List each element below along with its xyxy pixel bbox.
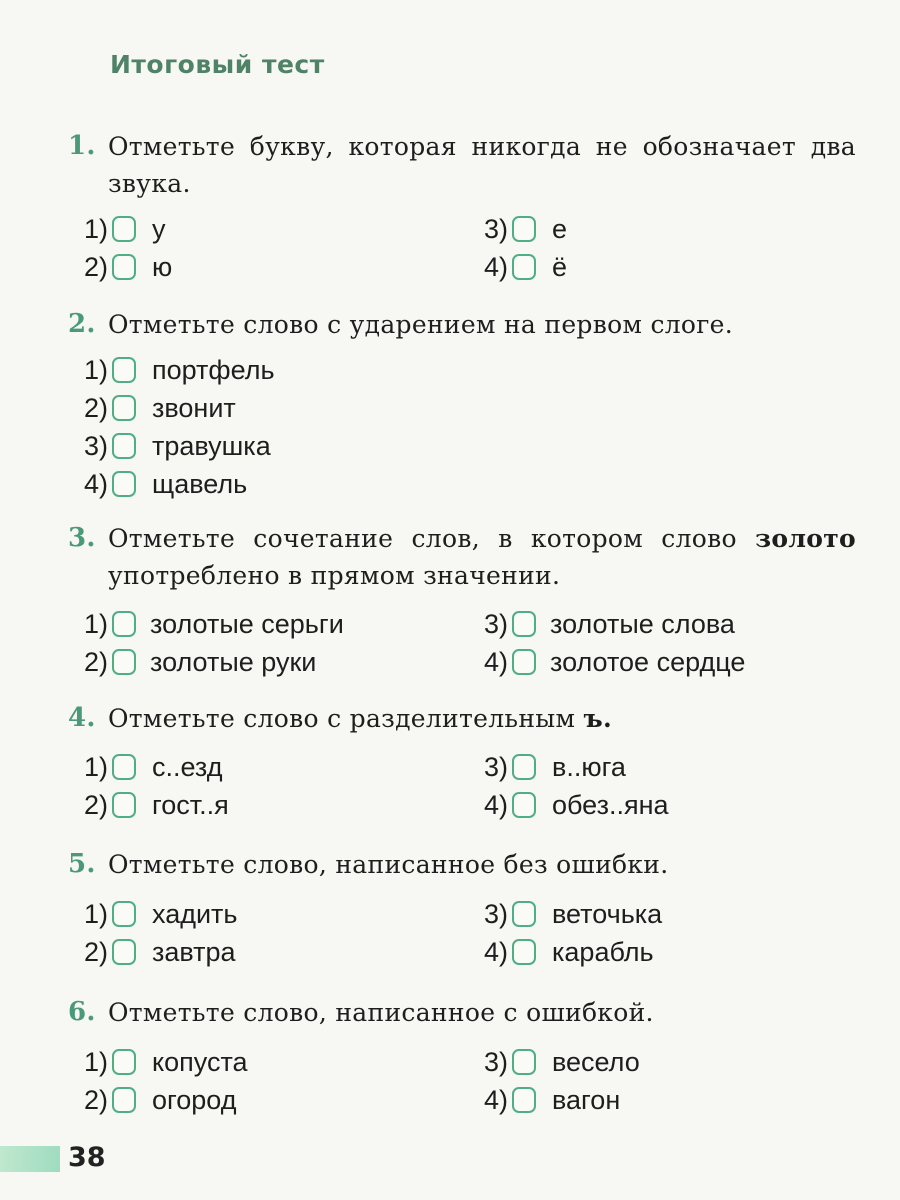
page-title: Итоговый тест — [110, 50, 325, 79]
option-number: 3) — [483, 608, 508, 639]
answer-checkbox[interactable] — [512, 649, 536, 675]
question-number: 5. — [68, 849, 96, 879]
question-prompt-start: Отметьте слово с разделительным — [108, 704, 576, 733]
option-3[interactable] — [468, 749, 626, 785]
answer-checkbox[interactable] — [112, 611, 136, 637]
question-text — [68, 520, 868, 594]
option-label: вагон — [552, 1084, 621, 1115]
question-5 — [68, 846, 868, 967]
answer-checkbox[interactable] — [112, 792, 136, 818]
answer-checkbox[interactable] — [112, 395, 136, 421]
option-label: хадить — [152, 898, 238, 929]
answer-checkbox[interactable] — [512, 939, 536, 965]
option-2[interactable] — [68, 390, 236, 426]
option-label: в..юга — [552, 751, 626, 782]
option-number: 1) — [83, 608, 108, 639]
option-label: копуста — [152, 1046, 248, 1077]
question-number: 2. — [68, 309, 96, 339]
question-text — [68, 700, 868, 737]
option-3[interactable] — [468, 606, 735, 642]
option-label: весело — [552, 1046, 640, 1077]
option-number: 4) — [483, 251, 508, 282]
option-label: обез..яна — [552, 789, 669, 820]
option-label: золотое сердце — [550, 646, 746, 677]
option-number: 4) — [483, 936, 508, 967]
option-label: огород — [152, 1084, 237, 1115]
question-2 — [68, 306, 868, 499]
answer-checkbox[interactable] — [512, 216, 536, 242]
option-number: 3) — [83, 430, 108, 461]
question-number: 3. — [68, 523, 96, 553]
option-number: 3) — [483, 213, 508, 244]
option-4[interactable] — [468, 934, 654, 970]
answer-checkbox[interactable] — [112, 216, 136, 242]
question-text — [68, 128, 868, 202]
option-2[interactable] — [68, 934, 236, 970]
answer-checkbox[interactable] — [112, 1087, 136, 1113]
option-3[interactable] — [468, 211, 567, 247]
question-text — [68, 306, 868, 343]
option-number: 4) — [483, 789, 508, 820]
answer-checkbox[interactable] — [112, 649, 136, 675]
question-1 — [68, 128, 868, 282]
option-1[interactable] — [68, 606, 344, 642]
option-label: щавель — [152, 468, 248, 499]
question-prompt: Отметьте слово, написанное без ошибки. — [108, 850, 669, 879]
question-4 — [68, 700, 868, 820]
question-prompt: Отметьте букву, которая никогда не обозначает два звука. — [108, 132, 856, 198]
answer-checkbox[interactable] — [512, 792, 536, 818]
option-label: веточька — [552, 898, 663, 929]
option-4[interactable] — [68, 466, 247, 502]
option-label: е — [552, 213, 568, 244]
option-number: 1) — [83, 213, 108, 244]
question-prompt — [108, 520, 856, 594]
option-label: портфель — [152, 354, 275, 385]
option-1[interactable] — [68, 1044, 248, 1080]
answer-checkbox[interactable] — [112, 1049, 136, 1075]
answer-checkbox[interactable] — [512, 901, 536, 927]
option-4[interactable] — [468, 249, 567, 285]
option-number: 2) — [83, 646, 108, 677]
question-prompt-start: Отметьте сочетание слов, в котором слово — [108, 524, 737, 553]
option-1[interactable] — [68, 211, 166, 247]
option-label: звонит — [152, 392, 236, 423]
question-prompt-end: употреблено в прямом значении. — [108, 561, 561, 590]
question-number: 6. — [68, 997, 96, 1027]
question-text — [68, 846, 868, 883]
option-number: 4) — [83, 468, 108, 499]
question-prompt — [108, 700, 868, 737]
answer-checkbox[interactable] — [512, 254, 536, 280]
question-keyword: ъ. — [583, 704, 612, 733]
option-2[interactable] — [68, 787, 229, 823]
option-2[interactable] — [68, 249, 172, 285]
option-4[interactable] — [468, 787, 669, 823]
option-2[interactable] — [68, 1082, 236, 1118]
question-prompt: Отметьте слово с ударением на первом слоге. — [108, 310, 734, 339]
option-2[interactable] — [68, 644, 316, 680]
option-3[interactable] — [68, 428, 271, 464]
option-number: 2) — [83, 1084, 108, 1115]
option-label: золотые руки — [150, 646, 317, 677]
answer-checkbox[interactable] — [512, 611, 536, 637]
option-number: 4) — [483, 1084, 508, 1115]
footer-accent-band — [0, 1146, 60, 1172]
option-number: 2) — [83, 392, 108, 423]
option-number: 2) — [83, 251, 108, 282]
option-number: 1) — [83, 751, 108, 782]
option-4[interactable] — [468, 644, 745, 680]
option-number: 2) — [83, 936, 108, 967]
question-prompt: Отметьте слово, написанное с ошибкой. — [108, 998, 654, 1027]
question-3 — [68, 520, 868, 677]
answer-checkbox[interactable] — [512, 1087, 536, 1113]
option-number: 3) — [483, 1046, 508, 1077]
option-number: 3) — [483, 898, 508, 929]
option-label: завтра — [152, 936, 236, 967]
option-3[interactable] — [468, 1044, 640, 1080]
option-number: 3) — [483, 751, 508, 782]
question-keyword: золото — [755, 524, 856, 553]
option-label: с..езд — [152, 751, 223, 782]
question-number: 4. — [68, 703, 96, 733]
option-1[interactable] — [68, 896, 237, 932]
option-number: 4) — [483, 646, 508, 677]
option-3[interactable] — [468, 896, 662, 932]
question-number: 1. — [68, 131, 96, 161]
answer-checkbox[interactable] — [512, 1049, 536, 1075]
answer-checkbox[interactable] — [112, 471, 136, 497]
option-number: 2) — [83, 789, 108, 820]
option-label: у — [152, 213, 166, 244]
question-text — [68, 994, 868, 1031]
answer-checkbox[interactable] — [112, 433, 136, 459]
option-label: ё — [552, 251, 568, 282]
answer-checkbox[interactable] — [112, 901, 136, 927]
option-label: золотые серьги — [150, 608, 344, 639]
answer-checkbox[interactable] — [512, 754, 536, 780]
option-4[interactable] — [468, 1082, 620, 1118]
page-number: 38 — [68, 1142, 106, 1173]
option-1[interactable] — [68, 352, 275, 388]
option-label: карабль — [552, 936, 654, 967]
option-label: ю — [152, 251, 173, 282]
option-number: 1) — [83, 898, 108, 929]
option-1[interactable] — [68, 749, 222, 785]
question-6 — [68, 994, 868, 1115]
answer-checkbox[interactable] — [112, 939, 136, 965]
option-number: 1) — [83, 354, 108, 385]
option-label: травушка — [152, 430, 271, 461]
option-label: гост..я — [152, 789, 229, 820]
answer-checkbox[interactable] — [112, 254, 136, 280]
option-number: 1) — [83, 1046, 108, 1077]
answer-checkbox[interactable] — [112, 754, 136, 780]
option-label: золотые слова — [550, 608, 735, 639]
answer-checkbox[interactable] — [112, 357, 136, 383]
